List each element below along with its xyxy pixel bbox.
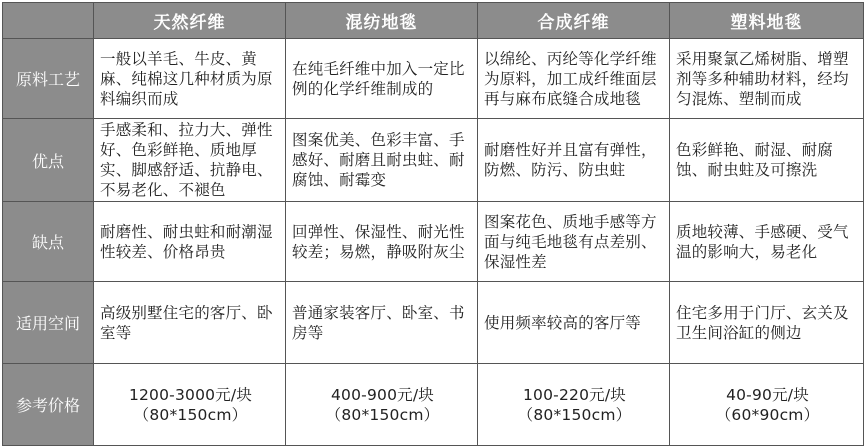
column-header-plastic-carpet: 塑料地毯 <box>670 3 864 39</box>
table-cell: 在纯毛纤维中加入一定比例的化学纤维制成的 <box>286 39 478 119</box>
table-cell: 回弹性、保湿性、耐光性较差；易燃，静吸附灰尘 <box>286 202 478 282</box>
table-row <box>3 39 864 119</box>
size-value: （80*150cm） <box>517 405 632 424</box>
column-header-synthetic-fiber: 合成纤维 <box>478 3 670 39</box>
table-cell: 色彩鲜艳、耐湿、耐腐蚀、耐虫蛀及可擦洗 <box>670 119 864 202</box>
row-header-disadvantages: 缺点 <box>3 202 94 282</box>
price-value: 1200-3000元/块 <box>128 385 253 404</box>
size-value: （80*150cm） <box>325 405 440 424</box>
corner-cell <box>3 3 94 39</box>
table-cell: 采用聚氯乙烯树脂、增塑剂等多种辅助材料，经均匀混炼、塑制而成 <box>670 39 864 119</box>
price-value: 400-900元/块 <box>331 385 434 404</box>
price-cell <box>94 364 286 446</box>
table-cell: 普通家装客厅、卧室、书房等 <box>286 282 478 364</box>
column-header-blended-carpet: 混纺地毯 <box>286 3 478 39</box>
table-cell: 一般以羊毛、牛皮、黄麻、纯棉这几种材质为原料编织而成 <box>94 39 286 119</box>
row-header-advantages: 优点 <box>3 119 94 202</box>
table-cell: 耐磨性好并且富有弹性，防燃、防污、防虫蛀 <box>478 119 670 202</box>
table-row <box>3 119 864 202</box>
table-cell: 耐磨性、耐虫蛀和耐潮湿性较差、价格昂贵 <box>94 202 286 282</box>
price-value: 40-90元/块 <box>726 385 809 404</box>
row-header-reference-price: 参考价格 <box>3 364 94 446</box>
price-value: 100-220元/块 <box>523 385 626 404</box>
row-header-materials-process: 原料工艺 <box>3 39 94 119</box>
row-header-applicable-space: 适用空间 <box>3 282 94 364</box>
carpet-comparison-table <box>2 2 864 446</box>
header-row <box>3 3 864 39</box>
table-row <box>3 364 864 446</box>
price-cell <box>286 364 478 446</box>
table-cell: 以绵纶、丙纶等化学纤维为原料，加工成纤维面层再与麻布底缝合成地毯 <box>478 39 670 119</box>
column-header-natural-fiber: 天然纤维 <box>94 3 286 39</box>
table-cell: 高级别墅住宅的客厅、卧室等 <box>94 282 286 364</box>
table-cell: 质地较薄、手感硬、受气温的影响大，易老化 <box>670 202 864 282</box>
table-cell: 手感柔和、拉力大、弹性好、色彩鲜艳、质地厚实、脚感舒适、抗静电、不易老化、不褪色 <box>94 119 286 202</box>
table-row <box>3 282 864 364</box>
table-cell: 住宅多用于门厅、玄关及卫生间浴缸的侧边 <box>670 282 864 364</box>
table-cell: 图案优美、色彩丰富、手感好、耐磨且耐虫蛀、耐腐蚀、耐霉变 <box>286 119 478 202</box>
size-value: （60*90cm） <box>715 405 820 424</box>
price-cell <box>670 364 864 446</box>
price-cell <box>478 364 670 446</box>
table-row <box>3 202 864 282</box>
table-cell: 图案花色、质地手感等方面与纯毛地毯有点差别、保湿性差 <box>478 202 670 282</box>
table-cell: 使用频率较高的客厅等 <box>478 282 670 364</box>
size-value: （80*150cm） <box>133 405 248 424</box>
